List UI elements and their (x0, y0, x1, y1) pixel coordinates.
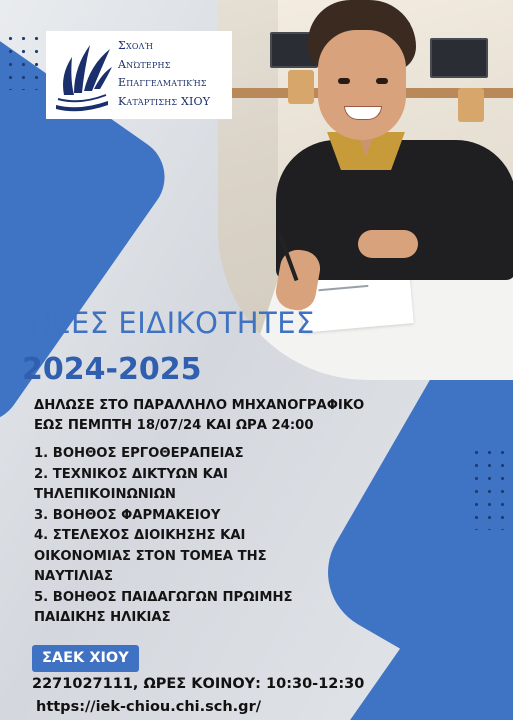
website-link[interactable]: https://iek-chiou.chi.sch.gr/ (36, 699, 262, 715)
logo-line: Κατάρτισης ΧΙΟΥ (118, 94, 211, 108)
decor-dot-grid-top (4, 32, 44, 90)
list-item-line: 4. ΣΤΕΛΕΧΟΣ ΔΙΟΙΚΗΣΗΣ ΚΑΙ (34, 528, 246, 543)
list-item-line: ΟΙΚΟΝΟΜΙΑΣ ΣΤΟΝ ΤΟΜΕΑ ΤΗΣ (34, 548, 267, 564)
list-item (34, 588, 364, 629)
list-item (34, 526, 364, 588)
logo-line: Επαγγελματικής (118, 76, 207, 89)
list-item-line: ΤΗΛΕΠΙΚΟΙΝΩΝΙΩΝ (34, 487, 176, 502)
headline-year: 2024-2025 (22, 352, 202, 387)
book-leaves-logo-icon (50, 35, 114, 117)
list-item-line: 1. ΒΟΗΘΟΣ ΕΡΓΟΘΕΡΑΠΕΙΑΣ (34, 446, 244, 461)
instruction-text (34, 396, 414, 436)
logo-line: Ανώτερης (118, 57, 171, 71)
list-item-line: 2. ΤΕΧΝΙΚΟΣ ΔΙΚΤΥΩΝ ΚΑΙ (34, 466, 228, 482)
school-logo (46, 31, 232, 119)
contact-phone-hours: 2271027111, ΩΡΕΣ ΚΟΙΝΟΥ: 10:30-12:30 (32, 676, 365, 692)
list-item (34, 506, 364, 527)
list-item-line: ΠΑΙΔΙΚΗΣ ΗΛΙΚΙΑΣ (34, 610, 171, 625)
instruction-line: ΕΩΣ ΠΕΜΠΤΗ 18/07/24 ΚΑΙ ΩΡΑ 24:00 (34, 418, 314, 433)
list-item (34, 444, 364, 465)
list-item (34, 465, 364, 506)
logo-line: Σχολή (118, 39, 154, 52)
headline-new-specialties: ΝΕΕΣ ΕΙΔΙΚΟΤΗΤΕΣ (30, 306, 315, 340)
specialties-list (34, 444, 364, 629)
school-name-badge: ΣΑΕΚ ΧΙΟΥ (32, 645, 139, 672)
instruction-line: ΔΗΛΩΣΕ ΣΤΟ ΠΑΡΑΛΛΗΛΟ ΜΗΧΑΝΟΓΡΑΦΙΚΟ (34, 398, 365, 413)
list-item-line: ΝΑΥΤΙΛΙΑΣ (34, 569, 114, 584)
list-item-line: 3. ΒΟΗΘΟΣ ΦΑΡΜΑΚΕΙΟΥ (34, 507, 221, 523)
decor-dot-grid-right (470, 446, 513, 530)
list-item-line: 5. ΒΟΗΘΟΣ ΠΑΙΔΑΓΩΓΩΝ ΠΡΩΙΜΗΣ (34, 589, 293, 605)
